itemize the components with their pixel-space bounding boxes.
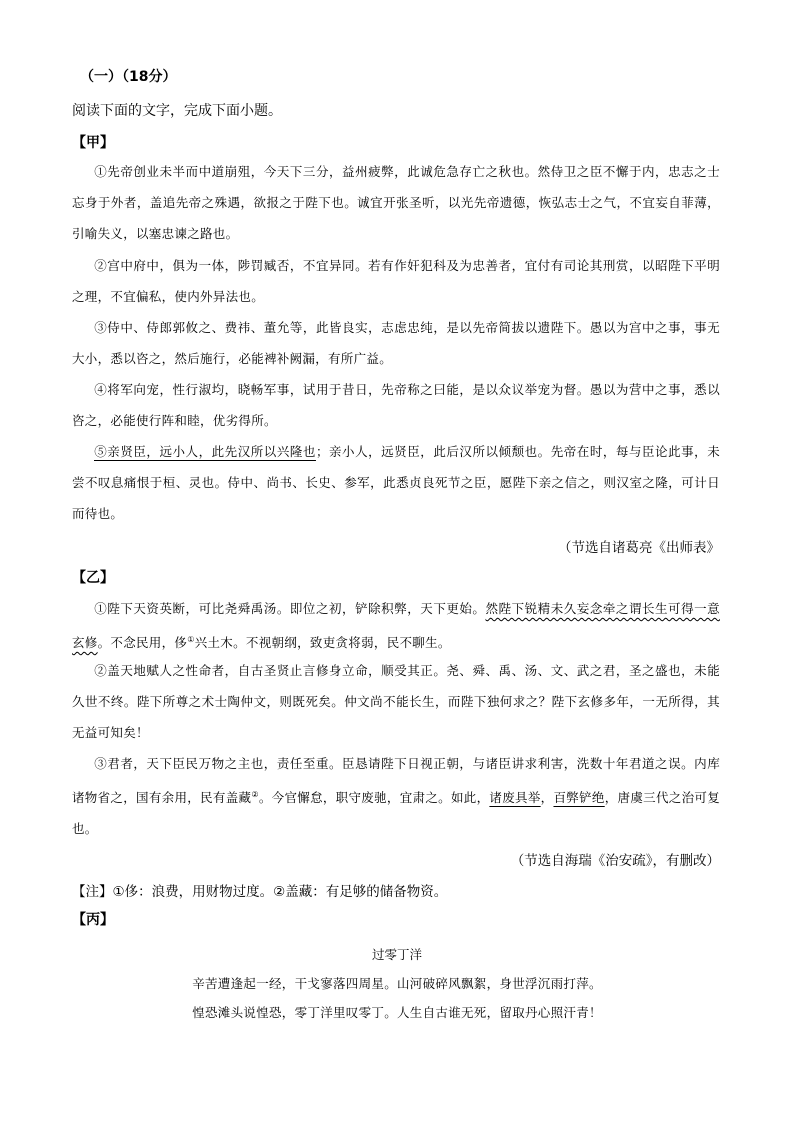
yi-p1-c: 兴土木。不视朝纲，致吏贪将弱，民不聊生。 <box>194 635 451 651</box>
yi-p3-b: 。今官懈怠，职守废驰，宜肃之。如此， <box>258 790 490 806</box>
yi-p1-b: 。不念民用，侈 <box>97 635 188 651</box>
yi-source: （节选自海瑞《治安疏》，有删改） <box>510 853 720 869</box>
jia-paragraph-2 <box>72 250 720 312</box>
poem-title: 过零丁洋 <box>371 947 422 962</box>
yi-paragraph-3 <box>72 748 720 844</box>
yi-paragraph-2 <box>72 655 720 748</box>
jia-source: （节选自诸葛亮《出师表》 <box>558 540 720 556</box>
yi-p1-a: ①陛下天资英断，可比尧舜禹汤。即位之初，铲除积弊，天下更始。 <box>94 601 486 616</box>
poem-line-2: 惶恐滩头说惶恐，零丁洋里叹零丁。人生自古谁无死，留取丹心照汗青！ <box>192 1005 602 1020</box>
jia-paragraph-4 <box>72 374 720 436</box>
jia-paragraph-5 <box>72 436 720 529</box>
yi-p3-a: ③君者，天下臣民万物之主也，责任至重。臣恳请陛下日视正朝，与诸臣讲求利害，洗数十年君道之误。内库诸物省之，国有余用，民有盖藏 <box>72 756 720 806</box>
jia-p2-text: ②宫中府中，俱为一体，陟罚臧否，不宜异同。若有作奸犯科及为忠善者，宜付有司论其刑赏，以昭陛下平明之理，不宜偏私，使内外异法也。 <box>72 258 720 304</box>
yi-p3-underlined-1: 诸废具举 <box>489 790 541 806</box>
yi-p2-text: ②盖天地赋人之性命者，自古圣贤止言修身立命，顺受其正。尧、舜、禹、汤、文、武之君，圣之盛也，未能久世不终。陛下所尊之术士陶仲文，则既死矣。仲文尚不能长生，而陛下独何求之？陛下玄修多年，一无所得，其无益可知矣！ <box>72 663 720 740</box>
footnote: 【注】①侈：浪费，用财物过度。②盖藏：有足够的储备物资。 <box>72 884 448 900</box>
jia-p5-underlined: ⑤亲贤臣，远小人，此先汉所以兴隆也 <box>94 444 316 459</box>
jia-paragraph-1 <box>72 156 720 249</box>
jia-p3-text: ③侍中、侍郎郭攸之、费祎、董允等，此皆良实，志虑忠纯，是以先帝简拔以遗陛下。愚以为宫中之事，事无大小，悉以咨之，然后施行，必能裨补阙漏，有所广益。 <box>72 320 720 366</box>
yi-p3-mid: ， <box>540 790 554 806</box>
yi-p1-wavy-underlined: 然陛下锐精未久妄念牵之谓长生可得一意玄修 <box>72 601 720 651</box>
label-jia: 【甲】 <box>72 135 114 151</box>
footnote-marker-2: ② <box>251 790 259 799</box>
yi-paragraph-1 <box>72 593 720 658</box>
footnote-marker-1: ① <box>187 635 195 644</box>
jia-p5-text: ；亲小人，远贤臣，此后汉所以倾颓也。先帝在时，每与臣论此事，未尝不叹息痛恨于桓、灵也。侍中、尚书、长史、参军，此悉贞良死节之臣，愿陛下亲之信之，则汉室之隆，可计日而待也。 <box>72 444 720 521</box>
label-yi: 【乙】 <box>72 570 114 586</box>
label-bing: 【丙】 <box>72 912 114 928</box>
jia-p1-text: ①先帝创业未半而中道崩殂，今天下三分，益州疲弊，此诚危急存亡之秋也。然侍卫之臣不懈于内，忠志之士忘身于外者，盖追先帝之殊遇，欲报之于陛下也。诚宜开张圣听，以光先帝遗德，恢弘志士之气，不宜妄自菲薄，引喻失义，以塞忠谏之路也。 <box>72 164 720 241</box>
instruction-text: 阅读下面的文字，完成下面小题。 <box>72 103 282 119</box>
yi-p3-underlined-2: 百弊铲绝 <box>553 790 605 806</box>
jia-p4-text: ④将军向宠，性行淑均，晓畅军事，试用于昔日，先帝称之曰能，是以众议举宠为督。愚以为营中之事，悉以咨之，必能使行阵和睦，优劣得所。 <box>72 382 720 428</box>
section-heading: （一）（18分） <box>80 69 177 85</box>
poem-line-1: 辛苦遭逢起一经，干戈寥落四周星。山河破碎风飘絮，身世浮沉雨打萍。 <box>192 976 602 991</box>
jia-paragraph-3 <box>72 312 720 374</box>
yi-p3-c: ，唐虞三代之治可复也。 <box>72 790 720 837</box>
